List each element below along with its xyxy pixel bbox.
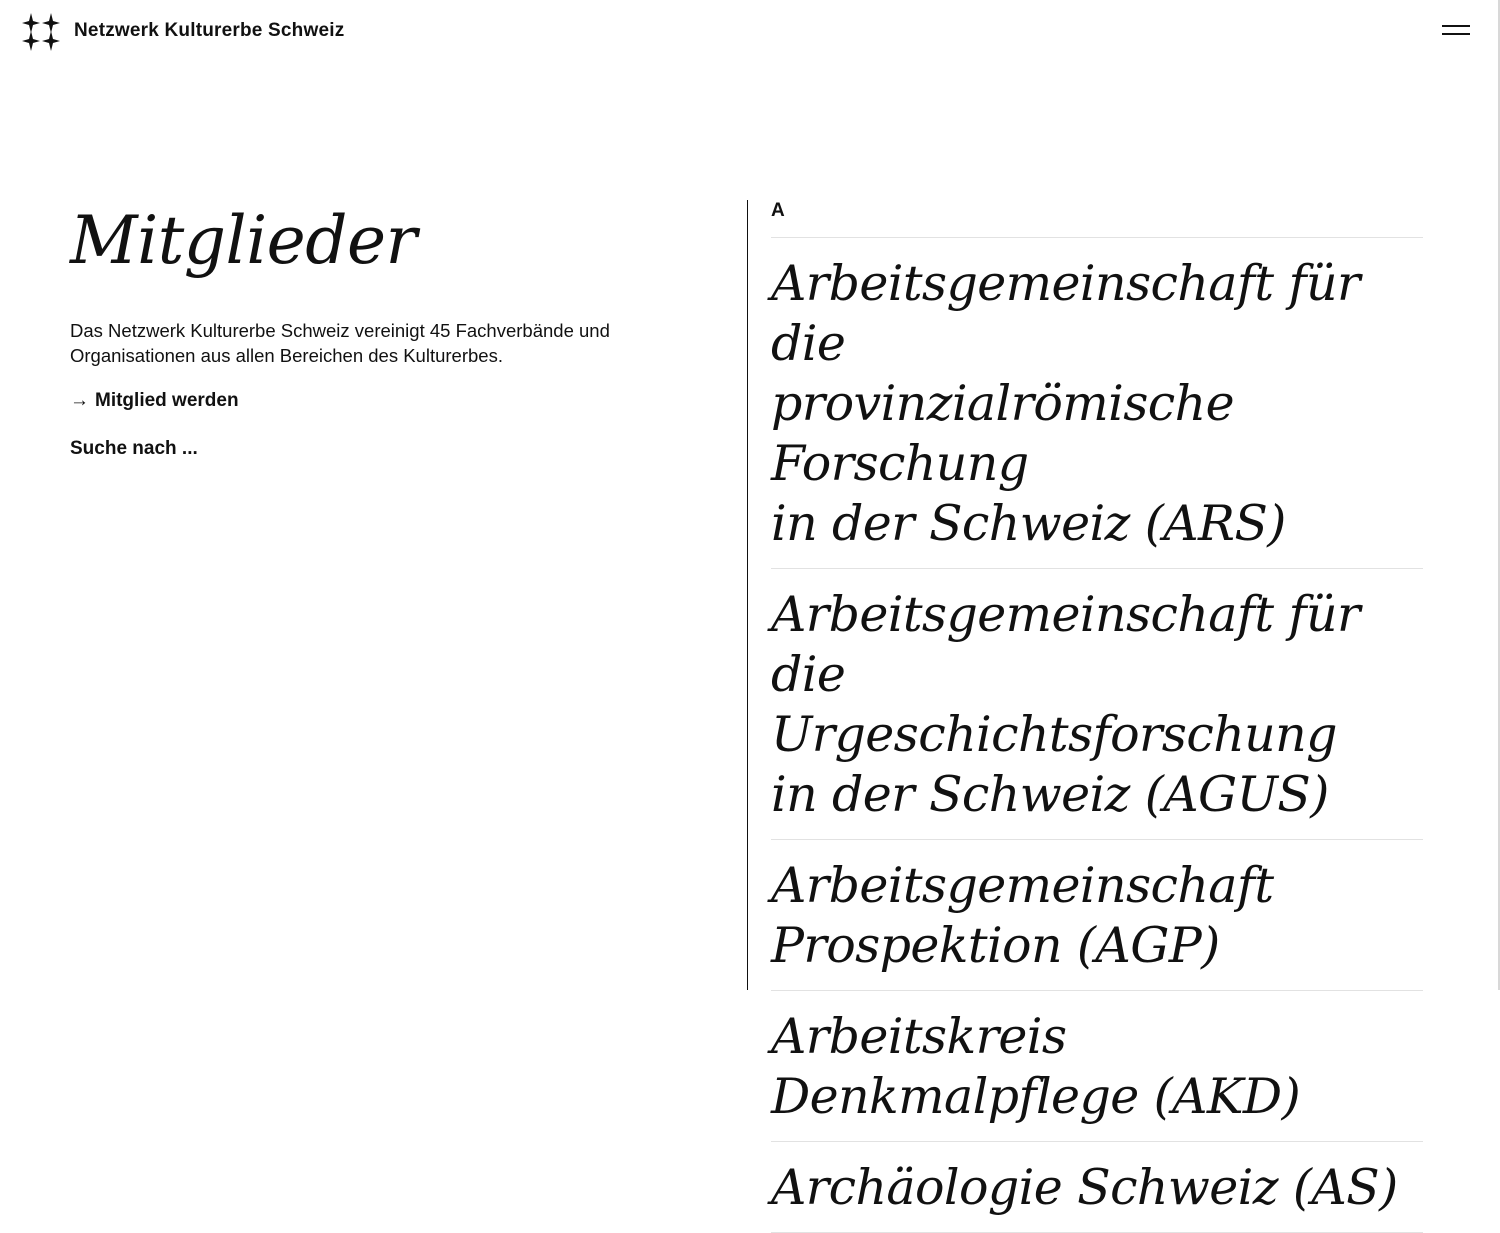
become-member-label: Mitglied werden xyxy=(95,390,239,411)
hamburger-menu-icon[interactable] xyxy=(1442,22,1472,40)
member-name-line: Denkmalpflege (AKD) xyxy=(771,1068,1301,1125)
member-link-agus[interactable] xyxy=(771,569,1423,840)
column-divider xyxy=(747,200,748,990)
member-name-line: Arbeitsgemeinschaft xyxy=(771,857,1274,914)
member-link-ars[interactable] xyxy=(771,238,1423,569)
member-name-line: Prospektion (AGP) xyxy=(771,917,1220,974)
member-name-line: provinzialrömische Forschung xyxy=(771,375,1234,492)
member-name-line: in der Schweiz (ARS) xyxy=(771,495,1286,552)
site-name-link[interactable]: Netzwerk Kulturerbe Schweiz xyxy=(74,20,345,41)
member-name-line: in der Schweiz (AGUS) xyxy=(771,766,1329,823)
intro-text: Das Netzwerk Kulturerbe Schweiz vereinigt 45 Fachverbände und Organisationen aus allen Bereichen des Kulturerbes. xyxy=(70,320,610,366)
become-member-link[interactable] xyxy=(70,390,239,412)
intro-section xyxy=(70,200,710,460)
star-cluster-logo-icon[interactable] xyxy=(20,11,62,53)
member-link-as[interactable] xyxy=(771,1142,1423,1233)
search-trigger[interactable]: Suche nach ... xyxy=(70,438,198,459)
arrow-right-icon: → xyxy=(70,390,89,411)
member-name-line: Arbeitsgemeinschaft für xyxy=(771,586,1360,643)
member-name-line: Arbeitskreis xyxy=(771,1008,1067,1065)
menu-line xyxy=(1442,25,1470,27)
letter-heading: A xyxy=(771,200,1423,238)
member-list xyxy=(771,200,1423,1233)
site-header xyxy=(0,0,1500,62)
member-link-akd[interactable] xyxy=(771,991,1423,1142)
member-link-agp[interactable] xyxy=(771,840,1423,991)
member-name-line: Archäologie Schweiz (AS) xyxy=(771,1159,1398,1216)
menu-line xyxy=(1442,33,1470,35)
page-title: Mitglieder xyxy=(70,202,417,279)
member-name-line: Arbeitsgemeinschaft für die xyxy=(771,255,1360,372)
member-name-line: die Urgeschichtsforschung xyxy=(771,646,1337,763)
